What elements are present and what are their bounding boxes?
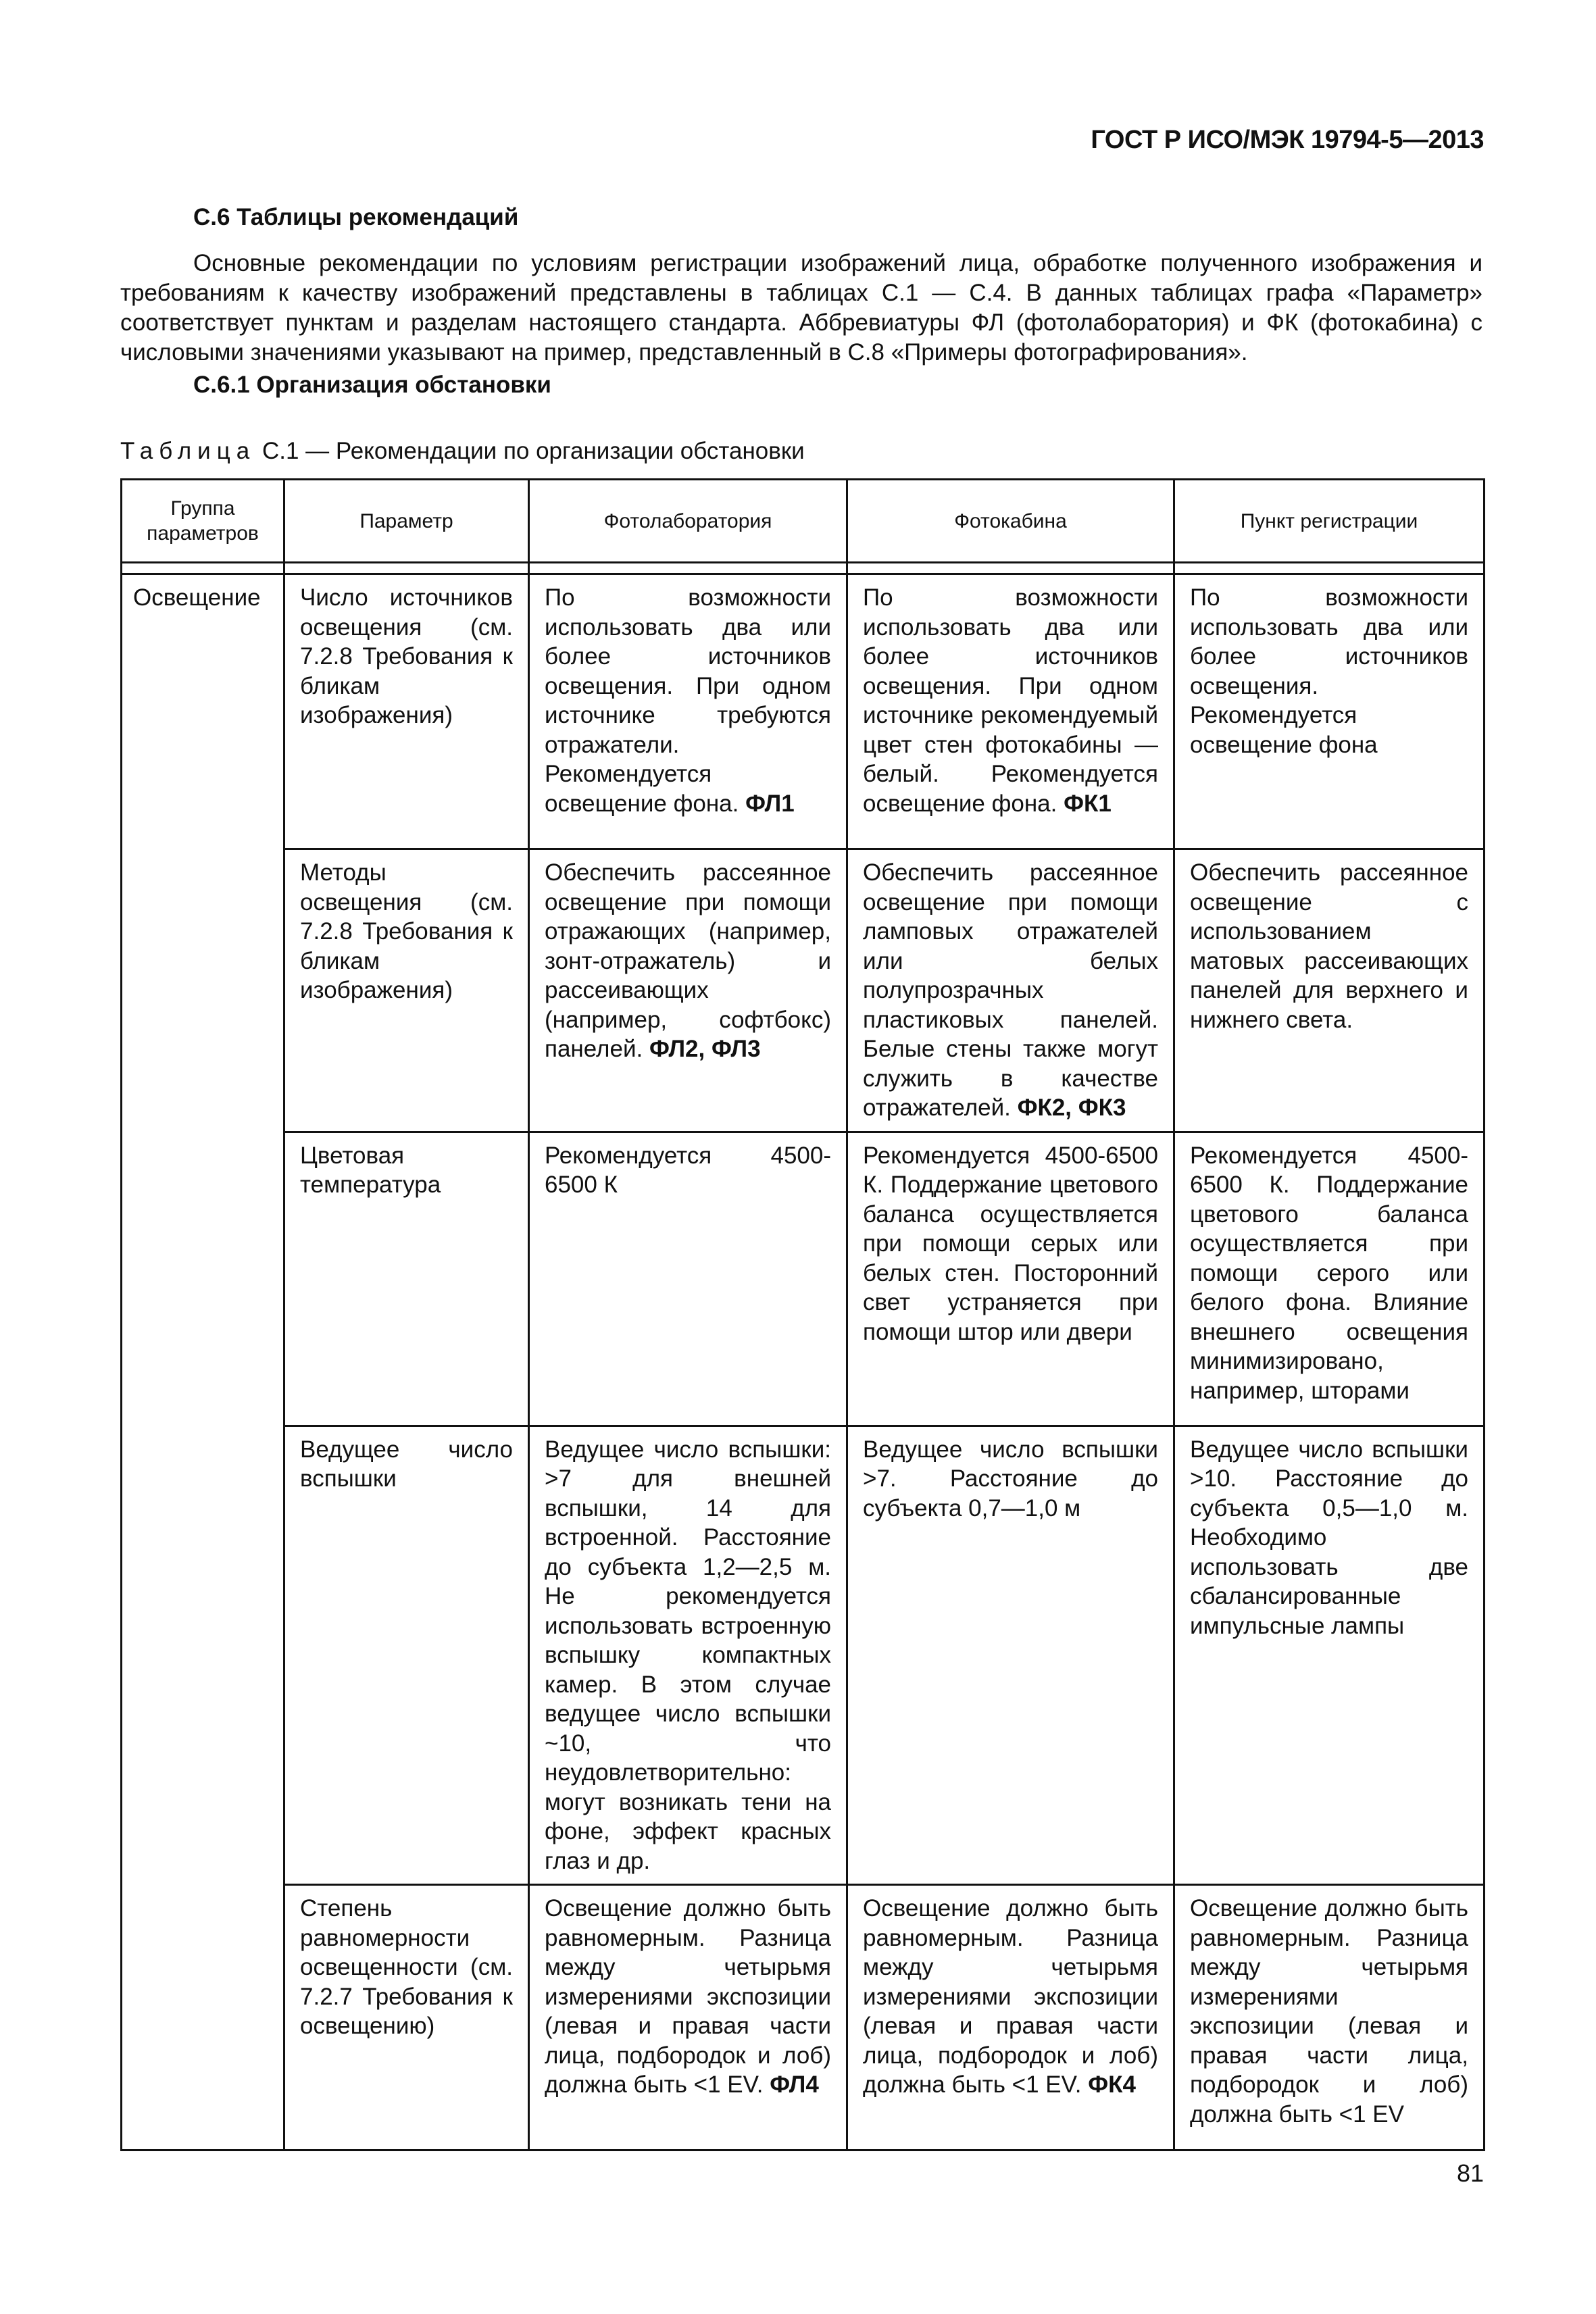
- photocabin-cell: Ведущее число вспышки >7. Расстояние до субъекта 0,7—1,0 м: [847, 1426, 1174, 1885]
- photocabin-cell: Рекомендуется 4500-6500 К. Поддержание цветового баланса осуществляется при помощи серых или белых стен. Посторонний свет устраняется при помощи штор или двери: [847, 1132, 1174, 1426]
- param-cell: Методы освещения (см. 7.2.8 Требования к бликам изображения): [284, 849, 529, 1132]
- param-cell: Степень равномерности освещенности (см. 7.2.7 Требования к освещению): [284, 1885, 529, 2150]
- table-header-gap: [122, 563, 1485, 574]
- photocabin-cell: Освещение должно быть равномерным. Разница между четырьмя измерениями экспозиции (левая и правая части лица, подбородок и лоб) должна быть <1 EV. ФК4: [847, 1885, 1174, 2150]
- document-code-header: ГОСТ Р ИСО/МЭК 19794-5—2013: [1091, 126, 1484, 154]
- photocabin-code: ФК4: [1088, 2071, 1136, 2098]
- registration-point-cell: Освещение должно быть равномерным. Разница между четырьмя измерениями экспозиции (левая и правая части лица, подбородок и лоб) должна быть <1 EV: [1174, 1885, 1485, 2150]
- group-cell: [122, 574, 284, 2150]
- param-cell: Число источников освещения (см. 7.2.8 Требования к бликам изображения): [284, 574, 529, 849]
- table-caption-text: С.1 — Рекомендации по организации обстановки: [261, 438, 805, 464]
- photolab-code: ФЛ1: [745, 790, 795, 817]
- header-group: Группа параметров: [122, 480, 284, 563]
- photolab-cell: Рекомендуется 4500-6500 К: [529, 1132, 847, 1426]
- photolab-cell: Освещение должно быть равномерным. Разница между четырьмя измерениями экспозиции (левая и правая части лица, подбородок и лоб) должна быть <1 EV. ФЛ4: [529, 1885, 847, 2150]
- registration-point-cell: Ведущее число вспышки >10. Расстояние до субъекта 0,5—1,0 м. Необходимо использовать две сбалансированные импульсные лампы: [1174, 1426, 1485, 1885]
- header-registration-point: Пункт регистрации: [1174, 480, 1485, 563]
- photocabin-cell: По возможности использовать два или более источников освещения. При одном источнике рекомендуемый цвет стен фотокабины — белый. Рекомендуется освещение фона. ФК1: [847, 574, 1174, 849]
- section-title: С.6 Таблицы рекомендаций: [193, 204, 519, 230]
- registration-point-cell: Рекомендуется 4500-6500 К. Поддержание цветового баланса осуществляется при помощи серого или белого фона. Влияние внешнего освещения минимизировано, например, шторами: [1174, 1132, 1485, 1426]
- table-header-row: [122, 480, 1485, 563]
- photolab-code: ФЛ4: [770, 2071, 819, 2098]
- photocabin-code: ФК1: [1064, 790, 1112, 817]
- photocabin-code: ФК2, ФК3: [1017, 1095, 1126, 1121]
- registration-point-cell: Обеспечить рассеянное освещение с использованием матовых рассеивающих панелей для верхнего и нижнего света.: [1174, 849, 1485, 1132]
- table-row: [122, 1132, 1485, 1426]
- photocabin-cell: Обеспечить рассеянное освещение при помощи ламповых отражателей или белых полупрозрачных пластиковых панелей. Белые стены также могут служить в качестве отражателей. ФК2, ФК3: [847, 849, 1174, 1132]
- table-row: [122, 1885, 1485, 2150]
- table-row: [122, 849, 1485, 1132]
- header-photolab: Фотолаборатория: [529, 480, 847, 563]
- photolab-cell: Ведущее число вспышки: >7 для внешней вспышки, 14 для встроенной. Расстояние до субъекта 1,2—2,5 м. Не рекомендуется использовать встроенную вспышку компактных камер. В этом случае ведущее число вспышки ~10, что неудовлетворительно: могут возникать тени на фоне, эффект красных глаз и др.: [529, 1426, 847, 1885]
- photolab-code: ФЛ2, ФЛ3: [649, 1036, 761, 1062]
- header-parameter: Параметр: [284, 480, 529, 563]
- table-caption: [120, 438, 805, 465]
- group-label: Освещение: [133, 584, 261, 611]
- registration-point-cell: По возможности использовать два или более источников освещения. Рекомендуется освещение фона: [1174, 574, 1485, 849]
- table-row: [122, 574, 1485, 849]
- intro-paragraph: Основные рекомендации по условиям регистрации изображений лица, обработке полученного изображения и требованиям к качеству изображений представлены в таблицах С.1 — С.4. В данных таблицах графа «Параметр» соответствует пунктам и разделам настоящего стандарта. Аббревиатуры ФЛ (фотолаборатория) и ФК (фотокабина) с числовыми значениями указывают на пример, представленный в С.8 «Примеры фотографирования».: [120, 250, 1482, 366]
- table-caption-prefix: Таблица: [120, 438, 256, 464]
- param-cell: Ведущее число вспышки: [284, 1426, 529, 1885]
- table-row: [122, 1426, 1485, 1885]
- param-cell: Цветовая температура: [284, 1132, 529, 1426]
- photolab-cell: Обеспечить рассеянное освещение при помощи отражающих (например, зонт-отражатель) и рассеивающих (например, софтбокс) панелей. ФЛ2, ФЛ3: [529, 849, 847, 1132]
- subsection-title: С.6.1 Организация обстановки: [193, 372, 551, 398]
- recommendations-table: [120, 478, 1485, 2151]
- page-number: 81: [1456, 2159, 1484, 2187]
- header-photocabin: Фотокабина: [847, 480, 1174, 563]
- photolab-cell: По возможности использовать два или более источников освещения. При одном источнике требуются отражатели. Рекомендуется освещение фона. ФЛ1: [529, 574, 847, 849]
